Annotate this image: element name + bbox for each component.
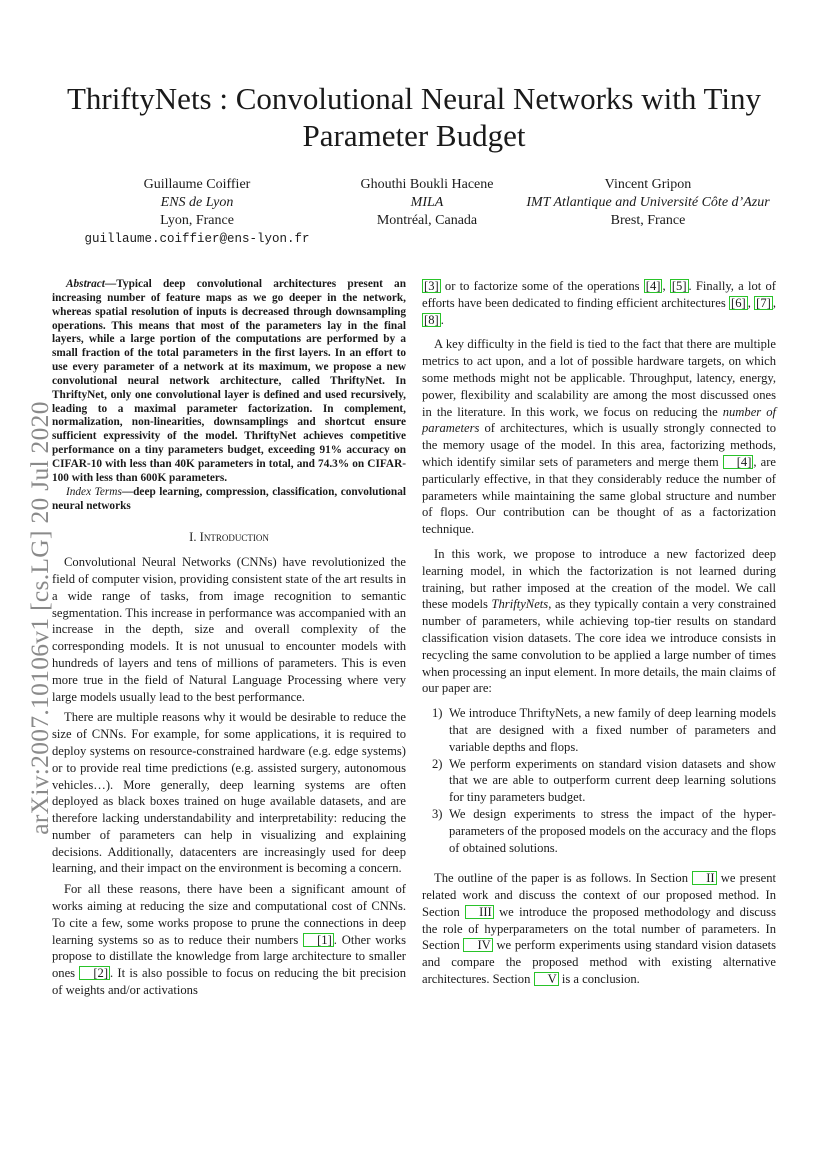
emphasis: number of parameters: [422, 404, 776, 436]
text-run: . Finally, a lot of efforts have been dedicated to finding efficient architectures: [422, 279, 777, 310]
citation-link[interactable]: [1]: [303, 933, 334, 947]
section-link[interactable]: III: [465, 905, 494, 919]
index-terms-lead: Index Terms: [66, 485, 122, 498]
paragraph: There are multiple reasons why it would be desirable to reduce the size of CNNs. For example, for some applications, it is required to deploy systems on resource-constrained hardware (e.g. edge systems) or to provide real time predictions (e.g. assisted surgery, autonomous vehicles…). More generally, deep learning systems are often deployed as black boxes trained on huge available datasets, and are therefore lacking understandability and interpretability: reducing the number of parameters can help in visualizing and explaining decisions. Additionally, datacenters are increasingly used for deep learning, and their impact on the environment is becoming a concern.: [52, 710, 406, 876]
text-run: is a conclusion.: [558, 972, 640, 987]
author-1: [52, 176, 342, 248]
author-name: Ghouthi Boukli Hacene: [360, 177, 494, 192]
text-run: For all these reasons, there have been a significant amount of works aiming at reducing the size and computational cost of CNNs. To cite a few, some works propose to prune the connections in deep learning systems so as to reduce their numbers: [52, 882, 406, 947]
section-heading: I. Introduction: [189, 530, 269, 545]
list-number: 1): [432, 706, 443, 721]
author-name: Vincent Gripon: [604, 177, 692, 192]
text-run: ,: [772, 295, 776, 310]
emphasis: ThriftyNets: [491, 597, 549, 612]
author-affiliation: IMT Atlantique and Université Côte d’Azur: [526, 195, 770, 210]
paragraph: [52, 881, 406, 999]
list-item: [422, 705, 776, 755]
text-run: , are particularly effective, in that they considerably reduce the number of parameters while maintaining the same global structure and number of flops. Our contribution can be thought of as a factorization technique.: [422, 454, 776, 537]
section-link[interactable]: IV: [463, 938, 492, 952]
author-affiliation: ENS de Lyon: [160, 195, 234, 210]
list-item: [422, 756, 776, 806]
paragraph: [422, 546, 776, 697]
list-text: We introduce ThriftyNets, a new family of deep learning models that are designed with a fixed number of parameters and variable depths and flops.: [449, 706, 776, 754]
citation-link[interactable]: [4]: [723, 455, 754, 469]
author-affiliation: MILA: [410, 195, 444, 210]
list-number: 3): [432, 806, 443, 821]
author-location: Lyon, France: [160, 213, 234, 228]
list-item: [422, 806, 776, 856]
text-run: ,: [662, 279, 670, 293]
paragraph: [422, 870, 776, 988]
paragraph: [422, 336, 776, 538]
text-run: .: [440, 312, 444, 327]
text-run: . It is also possible to focus on reducing the bit precision of weights and/or activations: [52, 966, 407, 998]
author-location: Brest, France: [610, 213, 686, 228]
section-link[interactable]: II: [692, 871, 716, 885]
text-run: we introduce the proposed methodology and discuss the role of hyperparameters on the total number of parameters. In Section: [422, 904, 776, 953]
arxiv-side-stamp: arXiv:2007.10106v1 [cs.LG] 20 Jul 2020: [25, 401, 54, 835]
text-run: A key difficulty in the field is tied to the fact that there are multiple metrics to act upon, and a lot of possible hardware targets, on which some methods might not be applicable. Throughput, latency, energy, power, flexibility and scalability are among the most discussed ones in the literature. In this work, we focus on reducing the: [422, 337, 776, 419]
text-run: . Other works propose to distillate the knowledge from large architecture to smaller ones: [52, 932, 406, 981]
abstract-text: —Typical deep convolutional architectures present an increasing number of feature maps as we go deeper in the network, whereas spatial resolution of inputs is decreased through downsampling operations. This means that most of the parameters lay in the final layers, while a large portion of the computations are performed by a small fraction of the total parameters in the first layers. In an effort to use every parameter of a network at its maximum, we propose a new convolutional neural network architecture, called ThriftyNet. In ThriftyNet, only one convolutional layer is defined and used recursively, leading to a maximal parameter factorization. In complement, normalization, non-linearities, downsamplings and shortcut ensure sufficient expressivity of the model. ThriftyNet achieves competitive performance on a tiny parameters budget, exceeding 91% accuracy on CIFAR-10 with less than 40K parameters in total, and 74.3% on CIFAR-100 with less than 600K parameters.: [52, 278, 406, 484]
list-number: 2): [432, 756, 443, 771]
right-column: [422, 278, 776, 988]
text-run: The outline of the paper is as follows. In Section: [434, 871, 693, 886]
author-name: Guillaume Coiffier: [143, 177, 251, 192]
text-run: , as they typically contain a very constrained number of parameters, while achieving top-tier results on standard classification vision datasets. The core idea we introduce consists in recycling the same convolution to be applied a large number of times when processing an input element. In more details, the main claims of our paper are:: [422, 597, 776, 696]
author-location: Montréal, Canada: [376, 213, 478, 228]
abstract: [52, 278, 406, 486]
index-terms-text: —deep learning, compression, classification, convolutional neural networks: [52, 485, 406, 512]
text-run: ,: [747, 295, 755, 310]
text-run: of architectures, which is usually strongly connected to the memory usage of the model. In this area, factorizing methods, which identify similar sets of parameters and merge them: [422, 421, 776, 469]
citation-link[interactable]: [8]: [424, 312, 439, 327]
text-run: or to factorize some of the operations: [440, 279, 644, 293]
abstract-lead: Abstract: [66, 278, 105, 290]
author-email: guillaume.coiffier@ens-lyon.fr: [84, 232, 310, 246]
citation-link[interactable]: [4]: [645, 279, 661, 293]
citation-link[interactable]: [6]: [731, 295, 746, 310]
text-run: we present related work and discuss the context of our proposed method. In Section: [422, 871, 776, 919]
list-text: We design experiments to stress the impact of the hyper-parameters of the proposed models on the accuracy and the flops of obtained solutions.: [449, 806, 776, 855]
author-3: [488, 176, 808, 230]
paper-title: ThriftyNets : Convolutional Neural Networks with Tiny Parameter Budget: [66, 81, 762, 153]
list-text: We perform experiments on standard vision datasets and show that we are able to outperform current deep learning solutions for tiny parameters budget.: [449, 756, 776, 805]
text-run: In this work, we propose to introduce a new factorized deep learning model, in which the factorization is not learned during training, but rather imposed at the creation of the model. We call these models: [422, 546, 776, 612]
author-block: [40, 176, 800, 256]
citation-link[interactable]: [5]: [671, 279, 687, 293]
paragraph-continued: [422, 278, 776, 328]
citation-link[interactable]: [3]: [424, 279, 439, 293]
contributions-list: [422, 705, 776, 856]
index-terms: [52, 486, 406, 514]
left-column: [52, 278, 406, 999]
paragraph: Convolutional Neural Networks (CNNs) have revolutionized the field of computer vision, providing consistent state of the art results in a wide range of tasks, from image recognition to semantic segmentation. This increase in performance was accompanied with an increase in the depth, size and overall complexity of the corresponding models. It is not unusual to encounter models with hundreds of layers and tens of millions of parameters. This is even more true in the field of Natural Language Processing where very large models usually lead to the best performance.: [52, 555, 406, 704]
citation-link[interactable]: [7]: [756, 295, 771, 310]
section-link[interactable]: V: [534, 972, 559, 986]
text-run: we perform experiments using standard vision datasets and compare the proposed method with existing alternative architectures. Section: [422, 938, 776, 987]
citation-link[interactable]: [2]: [79, 966, 110, 980]
